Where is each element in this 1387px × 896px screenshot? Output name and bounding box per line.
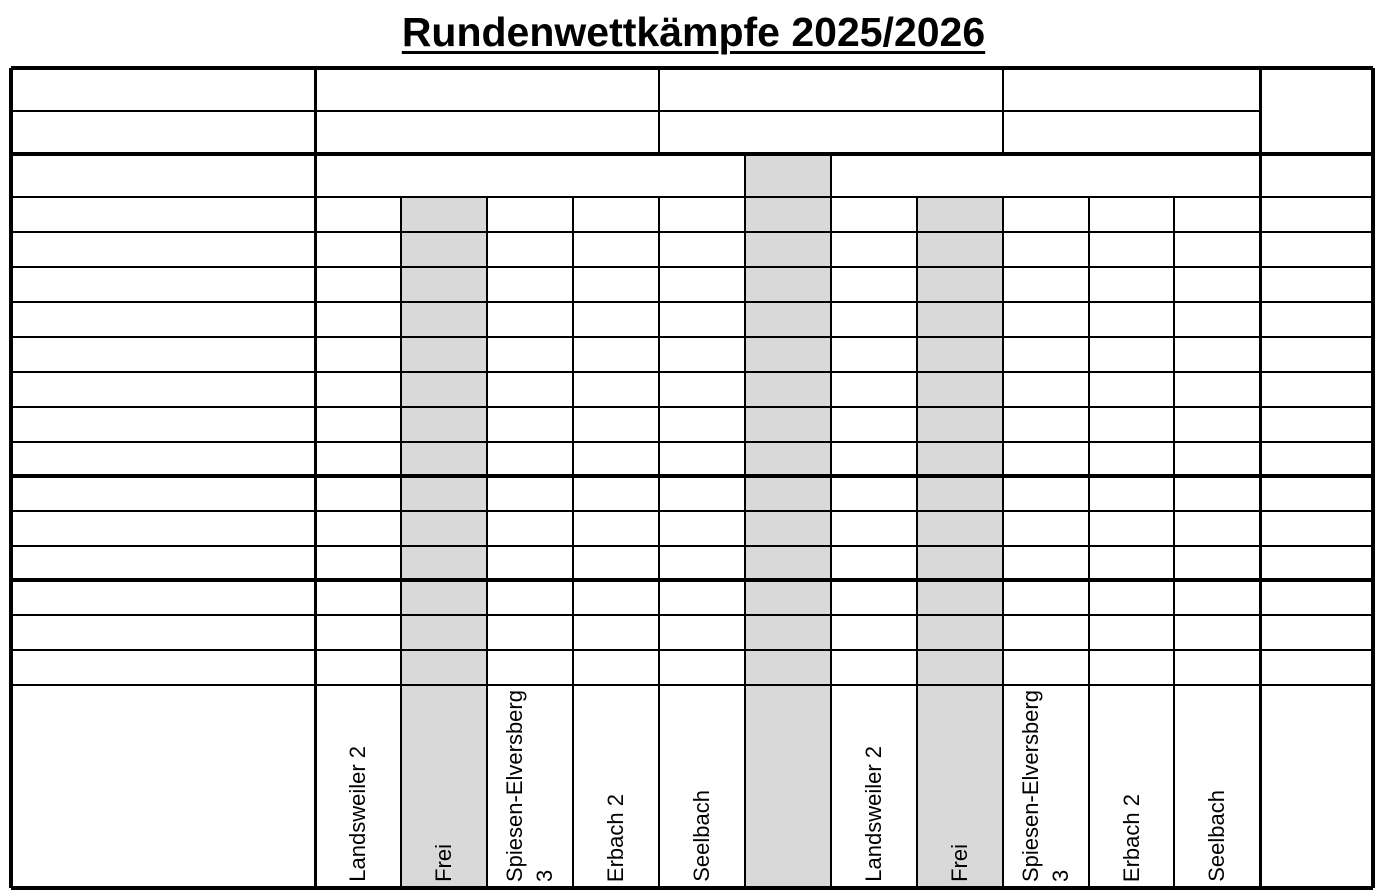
shooter-score [1174,372,1260,407]
shooter-score [401,407,487,442]
shooter-score [831,302,917,337]
datum-value [917,650,1003,685]
opponent-team-name: Seelbach [1204,790,1229,882]
summary-value [487,476,573,511]
shooter-score [1003,442,1089,476]
grid-line-v [1259,68,1262,888]
shooter-score [487,267,573,302]
shooter-score [1089,337,1174,372]
datum-label [11,650,315,685]
opponent-team-name: Frei [431,844,456,882]
shooter-score [487,442,573,476]
grid-line-v [314,68,317,888]
shooter-score [487,337,573,372]
shooter-score [659,232,745,267]
opponent-team-name: Erbach 2 [603,793,628,882]
opponent-team-name: Frei [947,844,972,882]
shooter-score [1089,442,1174,476]
shooter-name [11,372,315,407]
shooter-score [401,302,487,337]
gastwettkampf-label [11,615,315,650]
grid-line-h [11,545,1373,547]
shooter-score [831,372,917,407]
heimwettkampf-value [487,580,573,615]
shooter-score [917,407,1003,442]
shooter-score [1003,302,1089,337]
shooter-average [1260,442,1373,476]
shooter-score [745,337,831,372]
shooter-score [917,372,1003,407]
summary-value [917,546,1003,580]
grid-line-v [1002,197,1004,888]
heimwettkampf-value [659,580,745,615]
summary-value [659,511,745,546]
datum-value [487,650,573,685]
table-border-left [9,68,13,888]
shooter-score [1174,197,1260,232]
opponent-team [1174,685,1260,888]
shooter-score [487,232,573,267]
heimwettkampf-value [315,580,401,615]
gastwettkampf-value [573,615,659,650]
shooter-score [487,302,573,337]
shooter-score [659,372,745,407]
shooter-score [315,232,401,267]
shooter-score [745,372,831,407]
shooter-average [1260,232,1373,267]
grid-line-h [11,196,1373,198]
shooter-score [917,302,1003,337]
shooter-name [11,407,315,442]
gastwettkampf-value [1174,615,1260,650]
shooter-score [315,372,401,407]
shooter-score [315,197,401,232]
shooter-score [917,337,1003,372]
shooter-score [487,372,573,407]
shooter-score [573,442,659,476]
shooter-average [1260,407,1373,442]
grid-line-v [658,68,660,154]
grid-line-v [658,197,660,888]
gastwettkampf-value [917,615,1003,650]
shooter-score [401,372,487,407]
heimwettkampf-value [1003,580,1089,615]
gastwettkampf-value [315,615,401,650]
shooter-score [573,407,659,442]
shooter-score [917,232,1003,267]
grid-line-h [11,474,1373,478]
opponent-team [401,685,487,888]
klasse-label [315,68,659,111]
grid-line-h [11,336,1373,338]
grid-line-h [11,441,1373,443]
shooter-score [573,267,659,302]
summary-value [659,476,745,511]
heimwettkampf-value [745,580,831,615]
grid-line-v [572,197,574,888]
opponent-team [917,685,1003,888]
grid-line-v [400,197,402,888]
shooter-score [917,442,1003,476]
heimwettkampf-value [1089,580,1174,615]
opponent-team [745,685,831,888]
shooter-score [573,337,659,372]
opponent-team [315,685,401,888]
shooter-score [659,267,745,302]
shooter-score [745,407,831,442]
mannschaftsfuehrer-label [1003,68,1260,111]
summary-value [487,511,573,546]
gastwettkampf-value [659,615,745,650]
shooter-score [1174,407,1260,442]
rueckrunde-label [831,154,1260,197]
datum-value [831,650,917,685]
shooter-average [1260,372,1373,407]
shooter-score [917,197,1003,232]
summary-value [1003,476,1089,511]
opponent-team [487,685,573,888]
summary-label [11,546,315,580]
heimwettkampf-value [1174,580,1260,615]
heimwettkampf-value [401,580,487,615]
shooter-score [1089,302,1174,337]
shooter-score [487,407,573,442]
shooter-name [11,232,315,267]
shooter-score [1089,197,1174,232]
shooter-score [1174,302,1260,337]
shooter-score [917,267,1003,302]
average-label [1260,68,1373,154]
grid-line-v [830,154,832,888]
summary-value [573,511,659,546]
opponent-team-name: Landsweiler 2 [345,746,370,882]
grid-line-h [11,649,1373,651]
shooter-score [1003,407,1089,442]
summary-value [745,476,831,511]
opponent-team [831,685,917,888]
summary-value [745,546,831,580]
opponent-team [659,685,745,888]
shooter-score [573,232,659,267]
grid-line-v [1002,68,1004,154]
grid-line-h [11,301,1373,303]
shooter-score [401,267,487,302]
opponent-team [1003,685,1089,888]
summary-value [1089,546,1174,580]
grid-line-v [1173,197,1175,888]
gastwettkampf-value [401,615,487,650]
gastwettkampf-value [745,615,831,650]
summary-value [745,511,831,546]
grid-line-h [11,66,1373,70]
shooter-score [745,302,831,337]
summary-value [315,476,401,511]
summary-value [1003,546,1089,580]
shooter-score [315,407,401,442]
shooter-score [831,197,917,232]
shooter-score [1003,197,1089,232]
summary-value [659,546,745,580]
heimwettkampf-value [831,580,917,615]
shooter-score [401,232,487,267]
shooter-score [831,442,917,476]
shooter-score [401,197,487,232]
opponent-team [1089,685,1174,888]
shooter-name [11,197,315,232]
datum-value [573,650,659,685]
disziplin-label [11,68,315,111]
grid-line-h [11,886,1373,890]
grid-line-h [11,231,1373,233]
grid-line-h [11,578,1373,582]
summary-value [917,476,1003,511]
grid-line-v [916,197,918,888]
summary-label [11,476,315,511]
gastwettkampf-value [831,615,917,650]
summary-value [401,546,487,580]
summary-value [315,546,401,580]
shooter-score [1003,267,1089,302]
shooter-score [745,267,831,302]
shooter-name [11,442,315,476]
shooter-score [659,197,745,232]
summary-label [11,511,315,546]
shooter-score [1003,337,1089,372]
shooter-score [831,407,917,442]
summary-value [831,546,917,580]
shooter-score [315,442,401,476]
datum-value [745,650,831,685]
gegner-label [11,685,315,888]
opponent-team-name: Spiesen-Elversberg 3 [1018,690,1073,882]
gastwettkampf-value [487,615,573,650]
grid-line-v [744,154,746,888]
opponent-team-name: Landsweiler 2 [861,746,886,882]
disziplin-value [11,111,315,154]
heimwettkampf-value [917,580,1003,615]
summary-value [917,511,1003,546]
grid-line-h [11,510,1373,512]
opponent-team [573,685,659,888]
summary-value [573,476,659,511]
grid-line-h [11,614,1373,616]
mannschaft-value [659,111,1003,154]
summary-value [1174,476,1260,511]
shooter-score [1174,337,1260,372]
shooter-score [745,442,831,476]
shooter-score [831,337,917,372]
shooter-score [315,337,401,372]
grid-line-h [11,266,1373,268]
table-border-right [1371,68,1375,888]
grid-line-h [11,110,1260,112]
shooter-average [1260,302,1373,337]
summary-value [831,511,917,546]
datum-value [401,650,487,685]
opponent-team-name: Seelbach [689,790,714,882]
shooter-score [831,267,917,302]
shooter-average [1260,267,1373,302]
shooter-score [745,197,831,232]
shooter-score [1089,372,1174,407]
shooter-score [487,197,573,232]
shooter-name [11,337,315,372]
shooter-score [401,337,487,372]
summary-value [315,511,401,546]
shooter-score [745,232,831,267]
shooter-score [1003,372,1089,407]
gastwettkampf-value [1003,615,1089,650]
summary-value [1089,511,1174,546]
summary-value [573,546,659,580]
shooter-score [1089,267,1174,302]
shooter-score [1003,232,1089,267]
shooter-average [1260,197,1373,232]
shooter-score [1089,407,1174,442]
grid-line-h [11,406,1373,408]
grid-line-v [486,197,488,888]
shooter-score [315,267,401,302]
shooter-score [659,442,745,476]
datum-value [1174,650,1260,685]
vorrunde-label [315,154,745,197]
datum-value [1089,650,1174,685]
mannschaftsfuehrer-value [1003,111,1260,154]
shooter-score [573,302,659,337]
shooter-score [1174,267,1260,302]
shooter-name [11,302,315,337]
datum-value [315,650,401,685]
summary-value [1174,511,1260,546]
heimwettkampf-value [573,580,659,615]
shooter-score [659,302,745,337]
summary-value [1174,546,1260,580]
heimwettkampf-label [11,580,315,615]
summary-value [401,511,487,546]
grid-line-h [11,684,1373,686]
shooter-score [659,337,745,372]
klasse-value [315,111,659,154]
summary-value [401,476,487,511]
datum-value [659,650,745,685]
summary-value [1089,476,1174,511]
shooter-score [573,372,659,407]
shooter-name [11,267,315,302]
shooter-average [1260,337,1373,372]
grid-line-h [11,371,1373,373]
shooter-score [1174,442,1260,476]
shooter-score [1089,232,1174,267]
shooter-score [573,197,659,232]
page-title-text: Rundenwettkämpfe 2025/2026 [401,9,986,55]
grid-line-v [1088,197,1090,888]
summary-value [831,476,917,511]
shooter-score [315,302,401,337]
shooter-score [401,442,487,476]
summary-value [1003,511,1089,546]
mannschaft-label [659,68,1003,111]
datum-value [1003,650,1089,685]
opponent-team-name: Erbach 2 [1118,793,1144,882]
shooter-score [659,407,745,442]
summary-value [487,546,573,580]
grid-line-h [11,152,1373,156]
shooter-score [831,232,917,267]
gastwettkampf-value [1089,615,1174,650]
shooter-score [1174,232,1260,267]
opponent-team-name: Spiesen-Elversberg 3 [502,690,557,882]
